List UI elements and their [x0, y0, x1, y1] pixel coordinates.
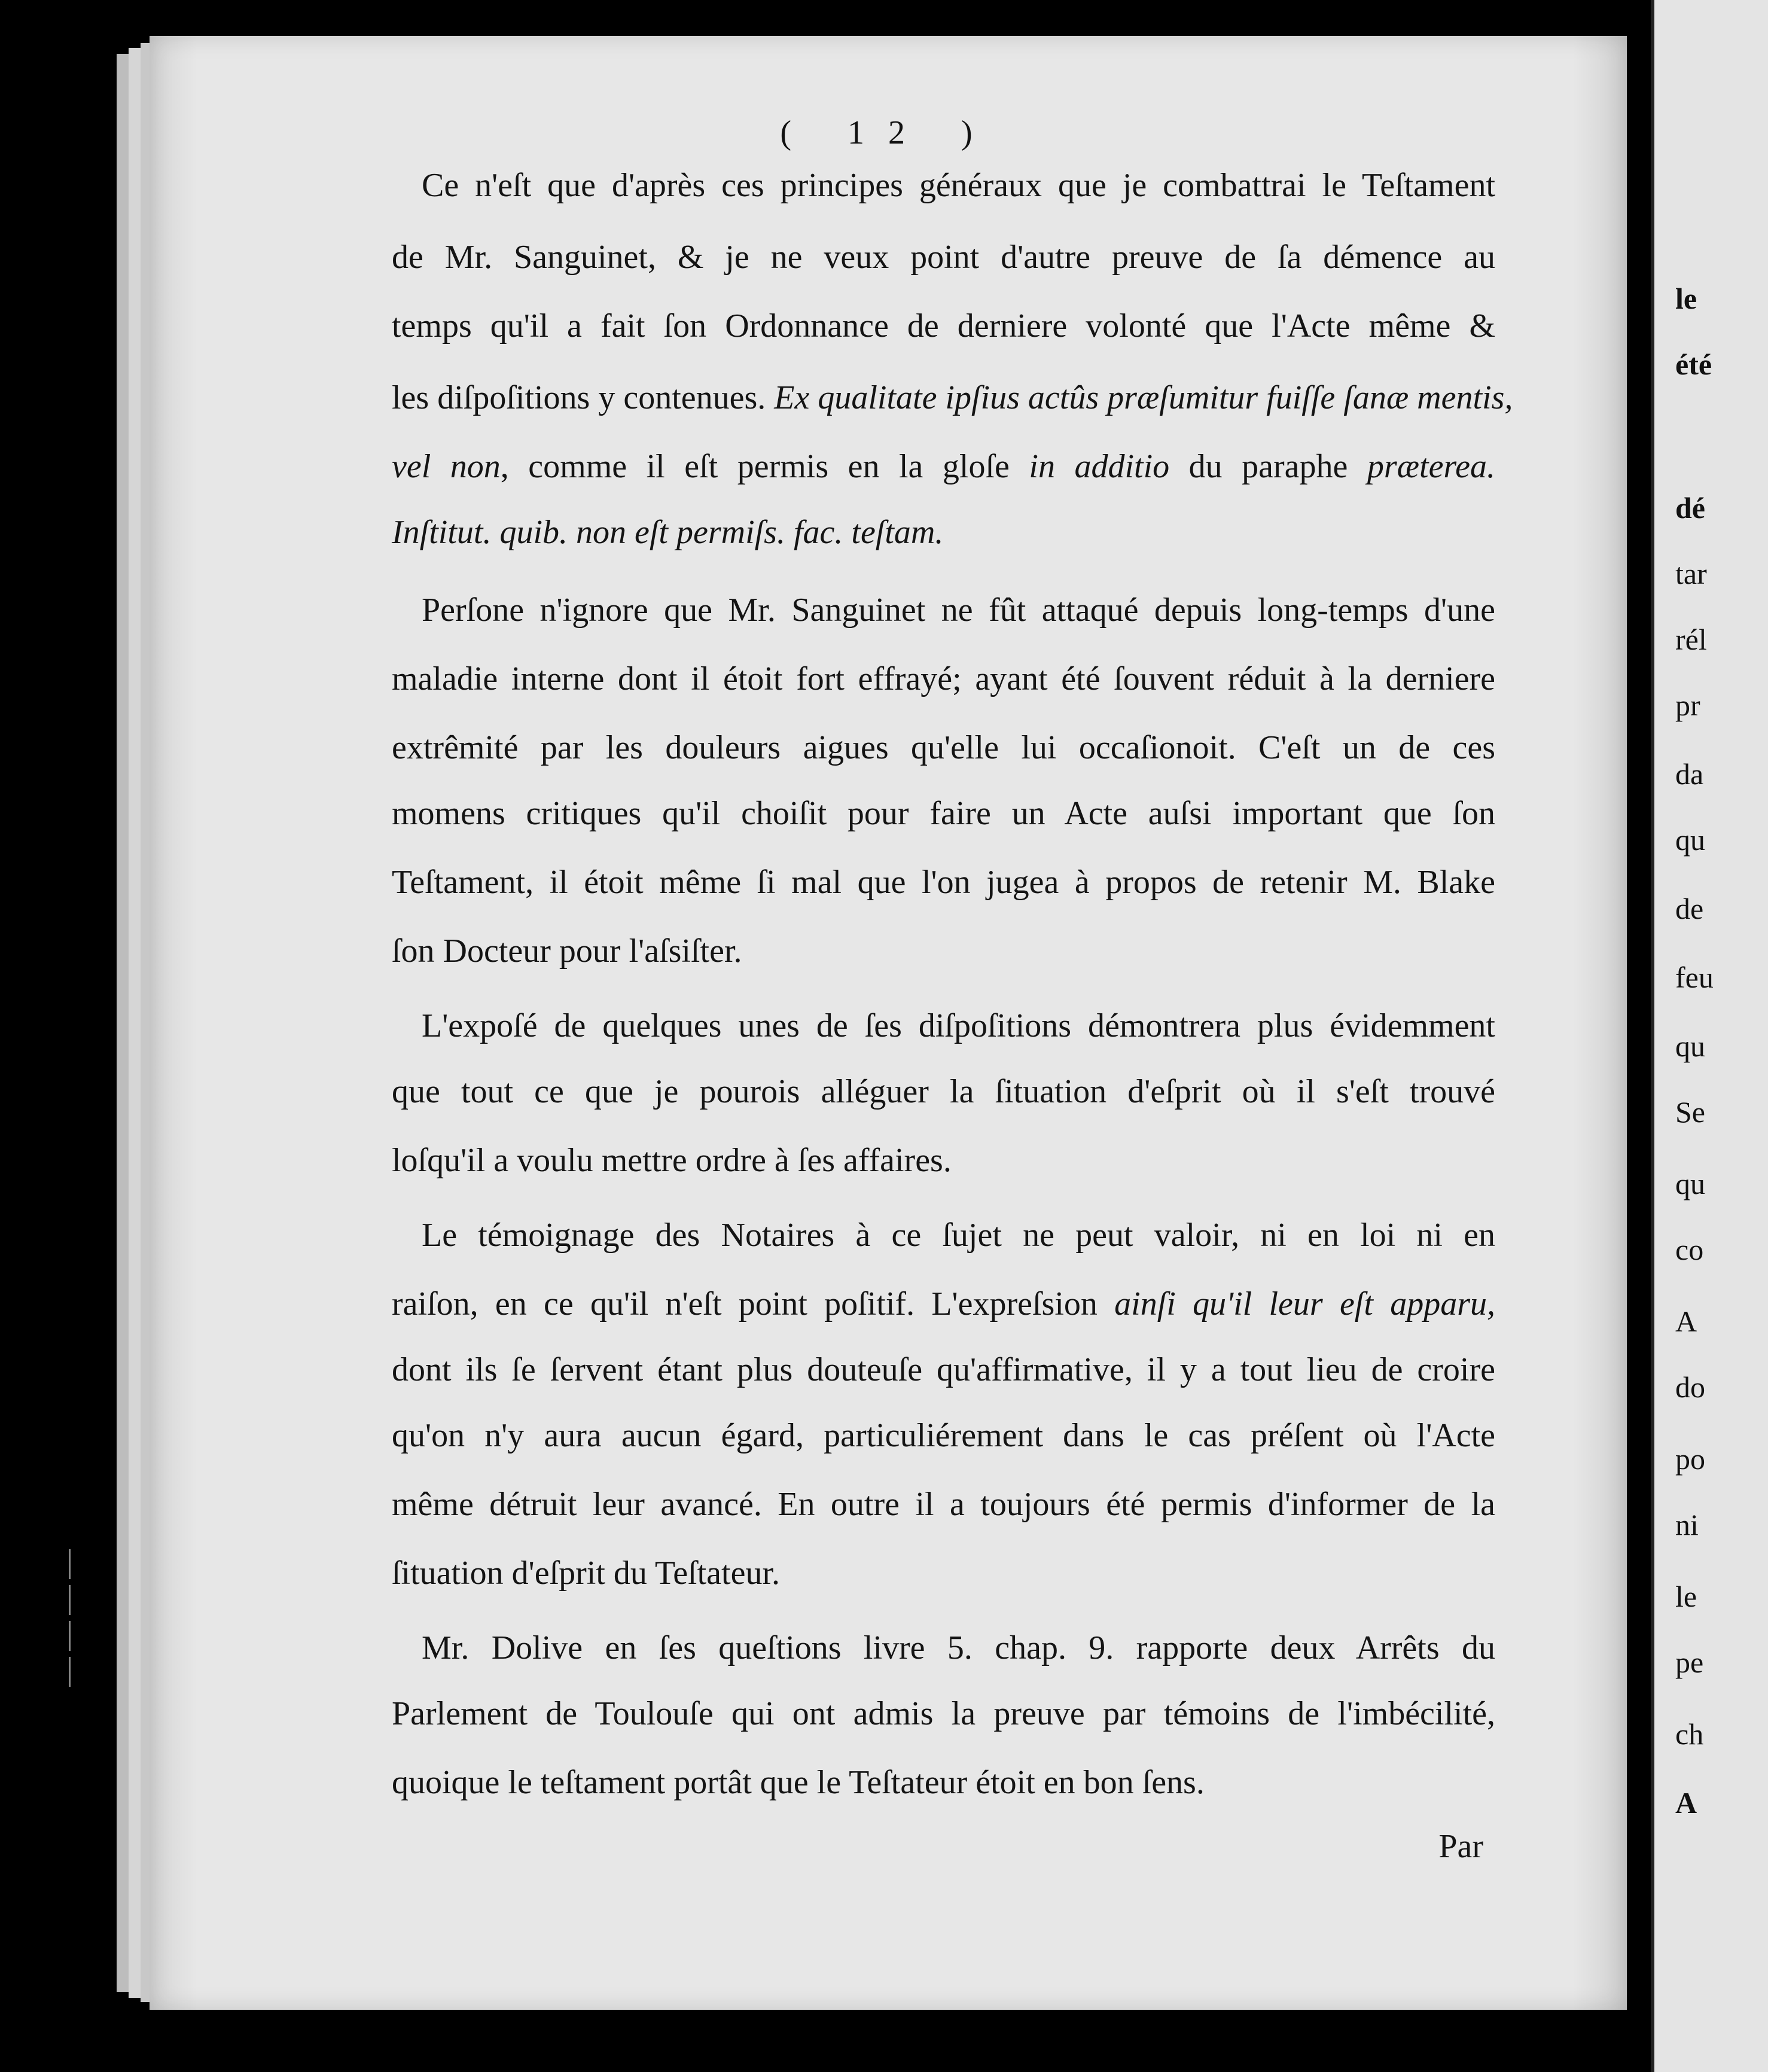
text-line: les diſpoſitions y contenues. Ex qualitate ipſius actûs præſumitur fuiſſe ſanæ mentis, [392, 379, 1513, 416]
text-line: Le témoignage des Notaires à ce ſujet ne peut valoir, ni en loi ni en [422, 1217, 1495, 1254]
text-line: loſqu'il a voulu mettre ordre à ſes affaires. [392, 1142, 952, 1179]
text-line: L'expoſé de quelques unes de ſes diſpoſitions démontrera plus évidemment [422, 1007, 1495, 1044]
page-number: ( 12 ) [780, 114, 996, 151]
text-line: ſituation d'eſprit du Teſtateur. [392, 1555, 781, 1592]
margin-marks [69, 1543, 81, 1782]
facing-page-fragment: rél [1675, 623, 1707, 656]
facing-page-fragment: été [1675, 348, 1712, 381]
text-line: Perſone n'ignore que Mr. Sanguinet ne fût attaqué depuis long-temps d'une [422, 592, 1495, 629]
book-page [150, 36, 1627, 2010]
text-line: même détruit leur avancé. En outre il a toujours été permis d'informer de la [392, 1486, 1495, 1523]
text-line: quoique le teſtament portât que le Teſtateur étoit en bon ſens. [392, 1764, 1205, 1801]
facing-page-fragment: le [1675, 1580, 1697, 1613]
facing-page-fragment: ch [1675, 1717, 1704, 1751]
text-line: ſon Docteur pour l'aſsiſter. [392, 933, 742, 970]
text-line: Teſtament, il étoit même ſi mal que l'on jugea à propos de retenir M. Blake [392, 864, 1495, 901]
facing-page-fragment: dé [1675, 491, 1705, 525]
facing-page-fragment: Se [1675, 1095, 1705, 1129]
text-line: temps qu'il a fait ſon Ordonnance de derniere volonté que l'Acte même & [392, 307, 1495, 345]
text-line: maladie interne dont il étoit fort effrayé; ayant été ſouvent réduit à la derniere [392, 660, 1495, 697]
facing-page-fragment: A [1675, 1305, 1697, 1338]
facing-page-fragment: A [1675, 1786, 1697, 1820]
text-line: Parlement de Toulouſe qui ont admis la preuve par témoins de l'imbécilité, [392, 1695, 1495, 1732]
facing-page-fragment: pr [1675, 688, 1700, 722]
facing-page-fragment: qu [1675, 823, 1705, 857]
text-line: Inſtitut. quib. non eſt permiſs. fac. teſtam. [392, 514, 944, 551]
facing-page-fragment: do [1675, 1370, 1705, 1404]
text-line: momens critiques qu'il choiſit pour faire un Acte auſsi important que ſon [392, 795, 1495, 832]
facing-page-fragment: qu [1675, 1167, 1705, 1200]
facing-page-fragment: pe [1675, 1646, 1704, 1679]
facing-page-fragment: ni [1675, 1508, 1699, 1541]
facing-page-fragment: co [1675, 1233, 1704, 1266]
text-line: extrêmité par les douleurs aigues qu'elle lui occaſionoit. C'eſt un de ces [392, 729, 1495, 766]
text-line: raiſon, en ce qu'il n'eſt point poſitif. L'expreſsion ainſi qu'il leur eſt apparu, [392, 1285, 1495, 1323]
text-line: vel non, comme il eſt permis en la gloſe in additio du paraphe præterea. [392, 448, 1496, 485]
text-line: Mr. Dolive en ſes queſtions livre 5. chap. 9. rapporte deux Arrêts du [422, 1629, 1495, 1666]
text-line: Ce n'eſt que d'après ces principes généraux que je combattrai le Teſtament [422, 167, 1495, 204]
facing-page-fragment: po [1675, 1442, 1705, 1476]
facing-page-fragment: da [1675, 757, 1704, 791]
catchword: Par [1438, 1828, 1483, 1865]
facing-page-edge [1651, 0, 1768, 2072]
facing-page-fragment: le [1675, 282, 1697, 315]
facing-page-fragment: de [1675, 892, 1704, 925]
text-line: qu'on n'y aura aucun égard, particuliérement dans le cas préſent où l'Acte [392, 1417, 1495, 1454]
text-line: de Mr. Sanguinet, & je ne veux point d'autre preuve de ſa démence au [392, 239, 1495, 276]
facing-page-fragment: qu [1675, 1029, 1705, 1063]
facing-page-fragment: tar [1675, 557, 1707, 590]
text-line: dont ils ſe ſervent étant plus douteuſe qu'affirmative, il y a tout lieu de croire [392, 1351, 1495, 1388]
facing-page-fragment: feu [1675, 961, 1714, 994]
text-line: que tout ce que je pourois alléguer la ſituation d'eſprit où il s'eſt trouvé [392, 1073, 1495, 1110]
